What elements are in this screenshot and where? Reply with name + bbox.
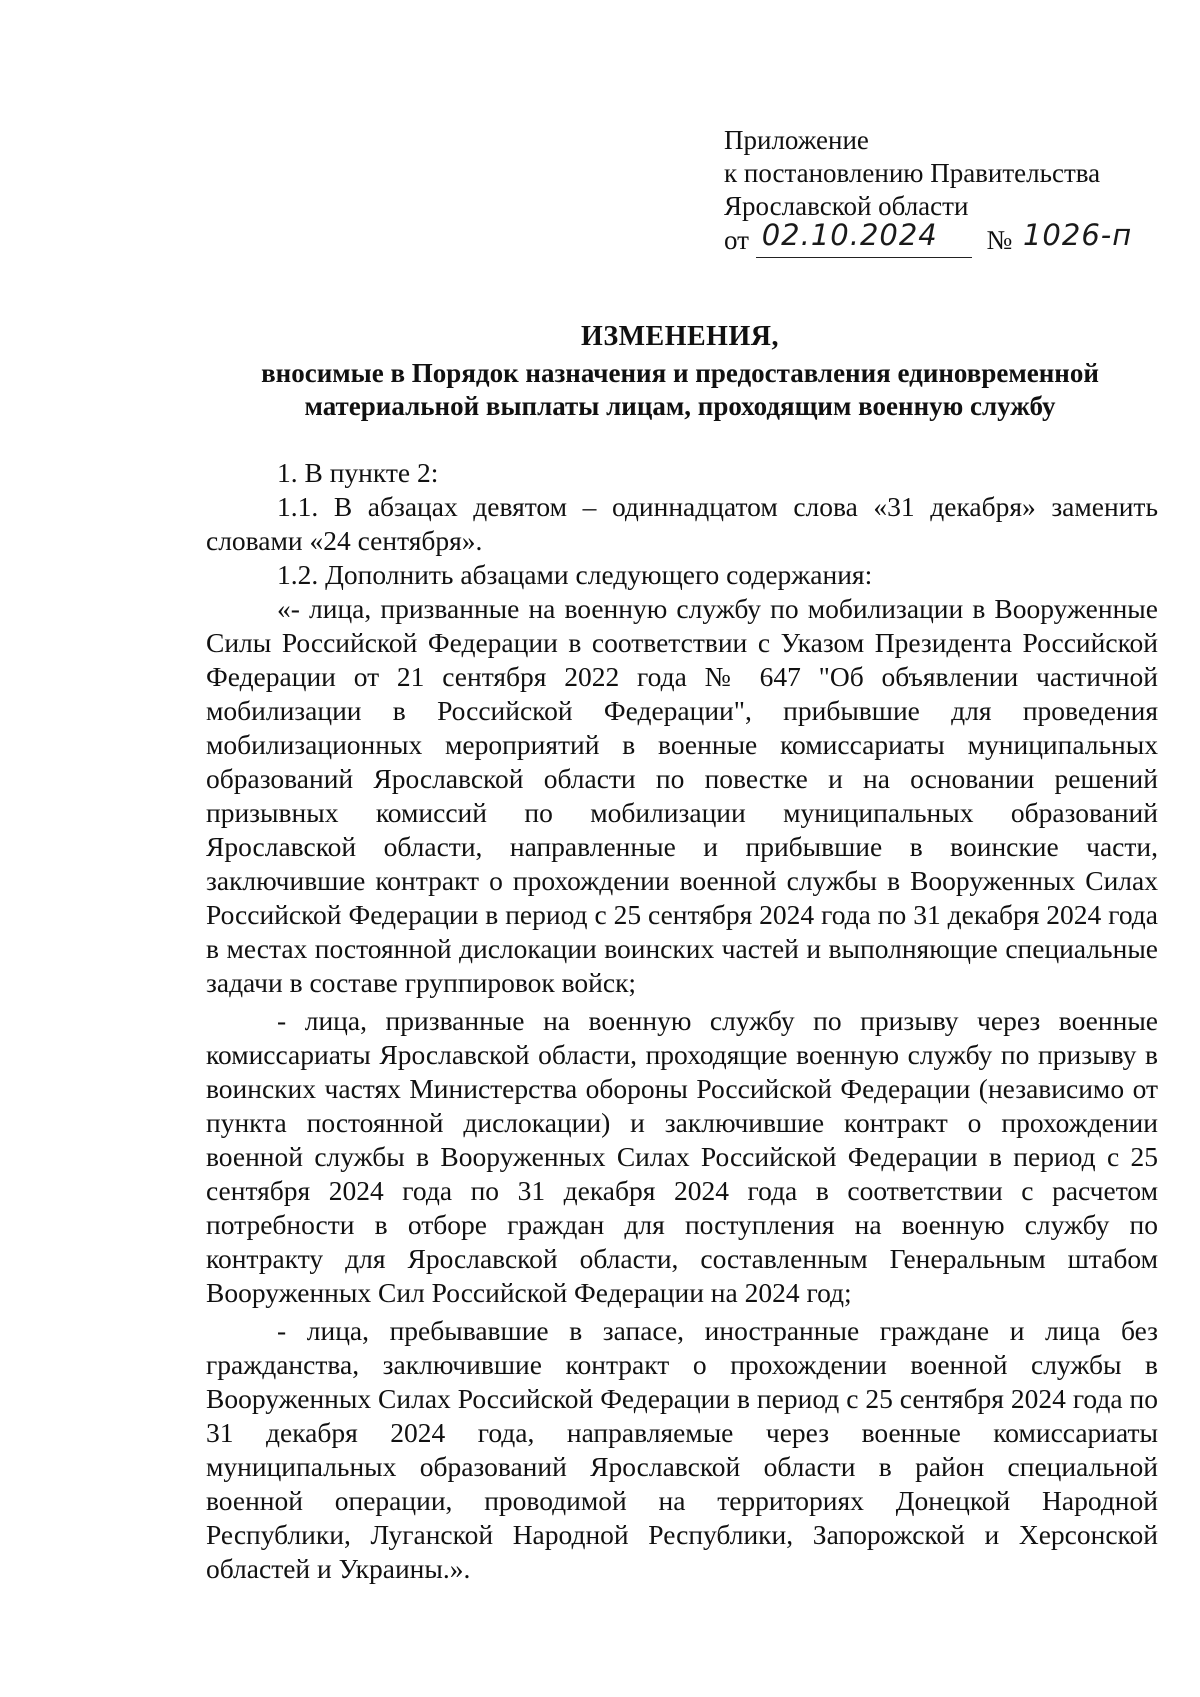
handwritten-number: 1026-п [1022, 218, 1133, 252]
paragraph-item-1-2: 1.2. Дополнить абзацами следующего содержания: [277, 559, 873, 590]
paragraph-reserve-foreigners: - лица, пребывавшие в запасе, иностранные граждане и лица без гражданства, заключившие контракт о прохождении военной службы в Вооруженных Силах Российской Федерации в период с 25 сентября 2024 года по 31 декабря 2024 года, направляемые через военные комиссариаты муниципальных образований Ярославской области в район специальной военной операции, проводимой на территориях Донецкой Народной Республики, Луганской Народной Республики, Запорожской и Херсонской областей и Украины.». [206, 1315, 1158, 1584]
appendix-line-1: Приложение [724, 125, 869, 155]
appendix-header [724, 124, 1133, 258]
title-main: ИЗМЕНЕНИЯ, [581, 321, 779, 352]
approval-line [724, 218, 1133, 258]
number-prefix: № [986, 225, 1013, 255]
date-prefix: от [724, 225, 749, 255]
date-field [756, 218, 972, 258]
document-title [200, 320, 1160, 423]
document-body [206, 456, 1158, 1586]
paragraph-item-1-1: 1.1. В абзацах девятом – одиннадцатом слова «31 декабря» заменить словами «24 сентября». [206, 491, 1158, 556]
handwritten-date: 02.10.2024 [761, 218, 938, 252]
paragraph-item-1: 1. В пункте 2: [277, 457, 439, 488]
paragraph-conscripts: - лица, призванные на военную службу по призыву через военные комиссариаты Ярославской области, проходящие военную службу по призыву в воинских частях Министерства обороны Российской Федерации (независимо от пункта постоянной дислокации) и заключившие контракт о прохождении военной службы в Вооруженных Силах Российской Федерации в период с 25 сентября 2024 года по 31 декабря 2024 года в соответствии с расчетом потребности в отборе граждан для поступления на военную службу по контракту для Ярославской области, составленным Генеральным штабом Вооруженных Сил Российской Федерации на 2024 год; [206, 1005, 1158, 1308]
appendix-line-3: Ярославской области [724, 191, 969, 221]
paragraph-mobilized: «- лица, призванные на военную службу по мобилизации в Вооруженные Силы Российской Федерации в соответствии с Указом Президента Российской Федерации от 21 сентября 2022 года № 647 "Об объявлении частичной мобилизации в Российской Федерации", прибывшие для проведения мобилизационных мероприятий в военные комиссариаты муниципальных образований Ярославской области по повестке и на основании решений призывных комиссий по мобилизации муниципальных образований Ярославской области, направленные и прибывшие в воинские части, заключившие контракт о прохождении военной службы в Вооруженных Силах Российской Федерации в период с 25 сентября 2024 года по 31 декабря 2024 года в местах постоянной дислокации воинских частей и выполняющие специальные задачи в составе группировок войск; [206, 593, 1158, 998]
number-field [1019, 218, 1133, 257]
title-subtitle-line-2: материальной выплаты лицам, проходящим военную службу [304, 391, 1056, 421]
appendix-line-2: к постановлению Правительства [724, 158, 1101, 188]
title-subtitle-line-1: вносимые в Порядок назначения и предоставления единовременной [261, 358, 1099, 388]
